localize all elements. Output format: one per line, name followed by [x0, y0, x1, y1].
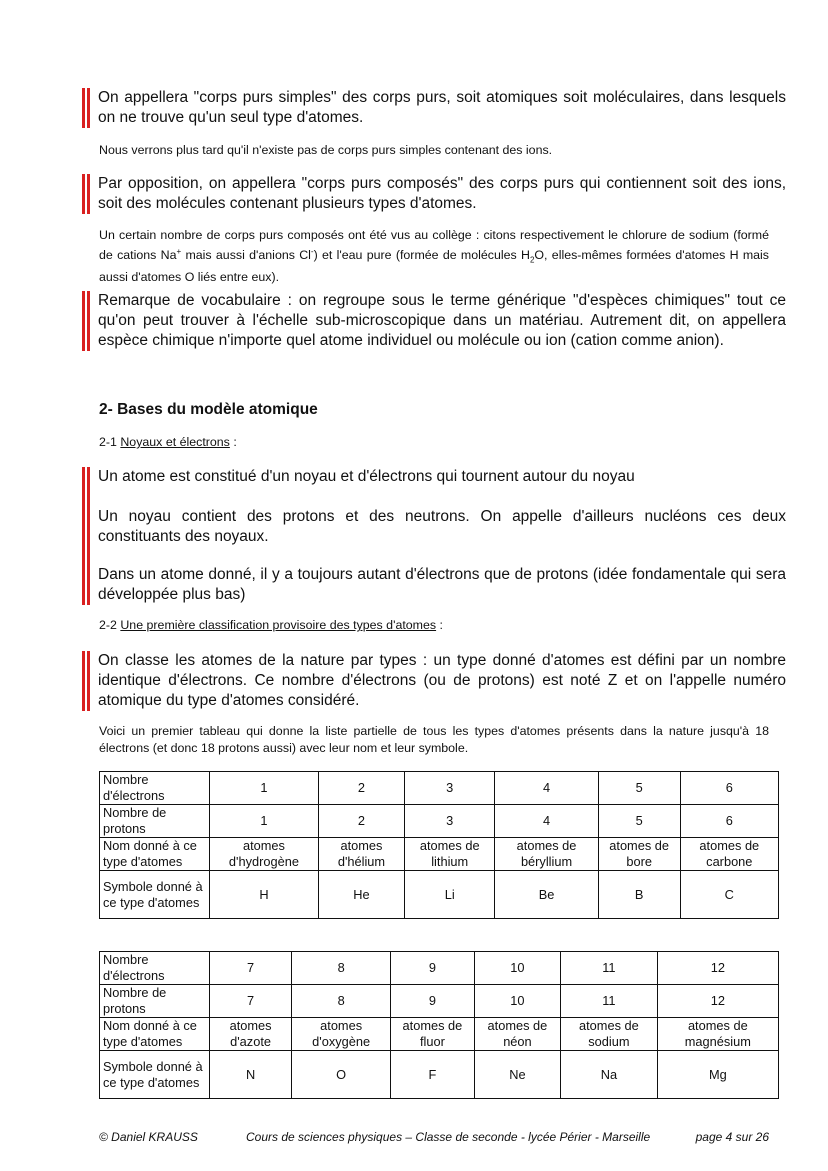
table-cell: He	[318, 871, 404, 919]
table-row	[100, 985, 779, 1018]
subsection-tail: :	[436, 618, 443, 632]
superscript: +	[176, 246, 182, 256]
table-row	[100, 772, 779, 805]
table-cell: 7	[210, 985, 292, 1018]
definition-text: On appellera "corps purs simples" des corps purs, soit atomiques soit moléculaires, dans lesquels on ne trouve qu'un seul type d'atomes.	[98, 89, 786, 126]
subsection-number: 2-1	[99, 435, 121, 449]
definition-text: Par opposition, on appellera "corps purs composés" des corps purs qui contiennent soit des ions, soit des molécules contenant plusieurs types d'atomes.	[98, 175, 786, 212]
remark-text: Remarque de vocabulaire : on regroupe sous le terme générique "d'espèces chimiques" tout ce qu'on peut trouver à l'échelle sub-microscopique dans un matériau. Autrement dit, on appellera espèce chimique n'importe quel atome individuel ou molécule ou ion (cation comme anion).	[98, 292, 786, 349]
subsection-title-text: Noyaux et électrons	[120, 435, 230, 449]
table-cell: 5	[598, 805, 680, 838]
subscript: 2	[529, 255, 535, 265]
table-cell: 6	[680, 772, 778, 805]
table-cell: H	[210, 871, 319, 919]
table-cell: atomes d'azote	[210, 1018, 292, 1051]
table-cell: 9	[391, 952, 475, 985]
row-header: Nombre de protons	[100, 985, 210, 1018]
table-cell: Be	[495, 871, 598, 919]
definition-box-simple	[82, 88, 786, 128]
table-cell: 3	[405, 805, 495, 838]
intro-paragraph: Voici un premier tableau qui donne la liste partielle de tous les types d'atomes présents dans la nature jusqu'à 18 électrons (et donc 18 protons aussi) avec leur nom et leur symbole.	[99, 724, 769, 755]
note-text	[99, 142, 769, 159]
footer-author: © Daniel KRAUSS	[99, 1130, 198, 1144]
table-cell: atomes d'oxygène	[292, 1018, 391, 1051]
table-cell: 7	[210, 952, 292, 985]
superscript: -	[310, 246, 314, 256]
table-cell: atomes de magnésium	[657, 1018, 778, 1051]
table-cell: B	[598, 871, 680, 919]
definition-paragraph: Un atome est constitué d'un noyau et d'électrons qui tournent autour du noyau	[98, 468, 635, 485]
table-row	[100, 1051, 779, 1099]
table-cell: atomes de carbone	[680, 838, 778, 871]
table-cell: atomes de bore	[598, 838, 680, 871]
table-cell: Li	[405, 871, 495, 919]
table-cell: N	[210, 1051, 292, 1099]
table-cell: 5	[598, 772, 680, 805]
row-header: Nombre de protons	[100, 805, 210, 838]
table-cell: F	[391, 1051, 475, 1099]
table-cell: 12	[657, 985, 778, 1018]
table-cell: 12	[657, 952, 778, 985]
definition-paragraph: Un noyau contient des protons et des neutrons. On appelle d'ailleurs nucléons ces deux constituants des noyaux.	[98, 508, 786, 545]
row-header: Nom donné à ce type d'atomes	[100, 1018, 210, 1051]
table-cell: 8	[292, 952, 391, 985]
table-cell: 2	[318, 772, 404, 805]
table-cell: 6	[680, 805, 778, 838]
table-row	[100, 838, 779, 871]
classification-box	[82, 651, 786, 711]
table-cell: atomes de fluor	[391, 1018, 475, 1051]
table-cell: Na	[561, 1051, 658, 1099]
table-cell: 10	[474, 985, 560, 1018]
table-cell: atomes de sodium	[561, 1018, 658, 1051]
table-cell: 11	[561, 985, 658, 1018]
table-cell: 1	[210, 772, 319, 805]
table-cell: 9	[391, 985, 475, 1018]
table-row	[100, 1018, 779, 1051]
row-header: Symbole donné à ce type d'atomes	[100, 871, 210, 919]
subsection-number: 2-2	[99, 618, 121, 632]
text-fragment: Un certain nombre de corps purs composés ont été vus au collège : citons respectivement le chlorure de sodium (formé de cations Na	[99, 228, 769, 262]
table-cell: O	[292, 1051, 391, 1099]
subsection-title	[99, 618, 443, 632]
table-cell: 2	[318, 805, 404, 838]
table-cell: 4	[495, 772, 598, 805]
table-row	[100, 871, 779, 919]
table-cell: 3	[405, 772, 495, 805]
note-paragraph	[99, 227, 769, 285]
atom-definition-box	[82, 467, 786, 605]
text-fragment: mais aussi d'anions Cl	[181, 247, 311, 262]
row-header: Symbole donné à ce type d'atomes	[100, 1051, 210, 1099]
table-cell: Mg	[657, 1051, 778, 1099]
note-text-examples	[99, 227, 769, 285]
row-header: Nombre d'électrons	[100, 952, 210, 985]
table-intro	[99, 723, 769, 756]
definition-box-compose	[82, 174, 786, 214]
text-fragment: ) et l'eau pure (formée de molécules H	[313, 247, 530, 262]
table-cell: 10	[474, 952, 560, 985]
row-header: Nom donné à ce type d'atomes	[100, 838, 210, 871]
table-row	[100, 952, 779, 985]
elements-table-2	[99, 951, 779, 1099]
section-title: 2- Bases du modèle atomique	[99, 401, 318, 418]
table-cell: atomes de béryllium	[495, 838, 598, 871]
text-fragment: O, elles-mêmes formées d'atomes H mais aussi d'atomes O liés entre eux).	[99, 247, 769, 284]
table-cell: 8	[292, 985, 391, 1018]
subsection-tail: :	[229, 435, 237, 449]
subsection-title-text: Une première classification provisoire des types d'atomes	[120, 618, 437, 632]
table-row	[100, 805, 779, 838]
table-cell: atomes de néon	[474, 1018, 560, 1051]
table-cell: atomes de lithium	[405, 838, 495, 871]
table-cell: atomes d'hélium	[318, 838, 404, 871]
note-paragraph: Nous verrons plus tard qu'il n'existe pas de corps purs simples contenant des ions.	[99, 143, 553, 157]
table-cell: 4	[495, 805, 598, 838]
table-cell: C	[680, 871, 778, 919]
table-cell: atomes d'hydrogène	[210, 838, 319, 871]
row-header: Nombre d'électrons	[100, 772, 210, 805]
definition-paragraph: Dans un atome donné, il y a toujours autant d'électrons que de protons (idée fondamentale qui sera développée plus bas)	[98, 566, 786, 603]
definition-text: On classe les atomes de la nature par types : un type donné d'atomes est défini par un nombre identique d'électrons. Ce nombre d'électrons (ou de protons) est noté Z et on l'appelle numéro atomique du type d'atomes considéré.	[98, 652, 786, 709]
subsection-title	[99, 435, 237, 449]
footer-course: Cours de sciences physiques – Classe de seconde - lycée Périer - Marseille	[246, 1130, 651, 1144]
table-cell: 1	[210, 805, 319, 838]
footer-page-number: page 4 sur 26	[695, 1130, 769, 1144]
elements-table-1	[99, 771, 779, 919]
table-cell: 11	[561, 952, 658, 985]
table-cell: Ne	[474, 1051, 560, 1099]
remark-box	[82, 291, 786, 351]
